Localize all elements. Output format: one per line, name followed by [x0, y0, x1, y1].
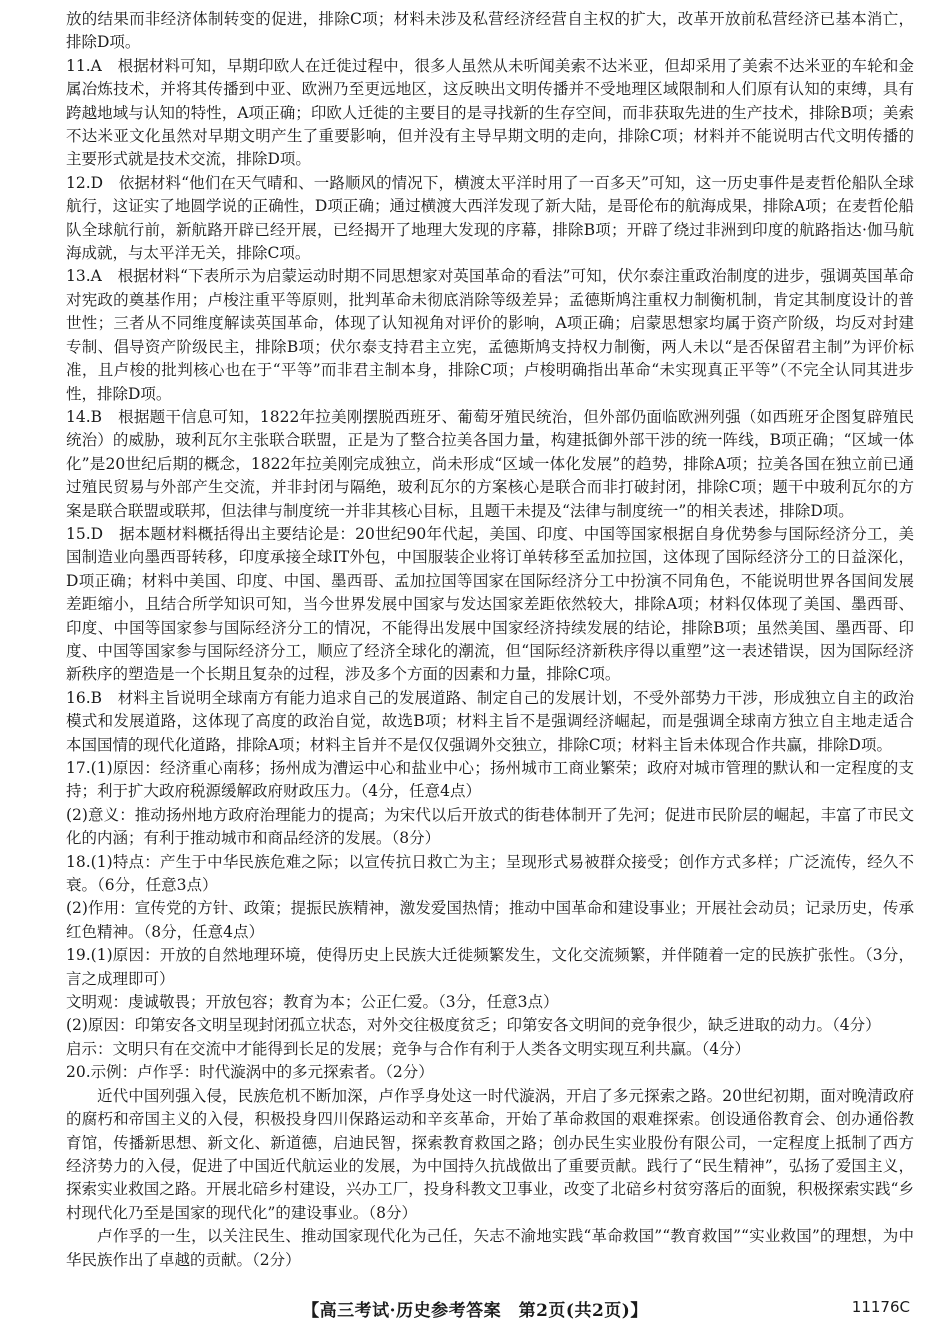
answer-item-17	[66, 757, 914, 851]
item-20-example-title: 示例：卢作孚：时代漩涡中的多元探索者。（2分）	[90, 1063, 434, 1082]
carryover-paragraph: 放的结果而非经济体制转变的促进，排除C项；材料未涉及私营经济经营自主权的扩大，改革开放前私营经济已基本消亡，排除D项。	[66, 10, 914, 52]
item-number: 11.A	[66, 56, 102, 75]
item-text: 依据材料“他们在天气晴和、一路顺风的情况下，横渡太平洋时用了一百多天”可知，这一历史事件是麦哲伦船队全球航行，这证实了地圆学说的正确性，D项正确；通过横渡大西洋发现了新大陆，是哥伦布的航海成果，排除A项；在麦哲伦船队全球航行前，新航路开辟已经开展，已经揭开了地理大发现的序幕，排除B项；开辟了绕过非洲到印度的航路指达·伽马航海成就，与太平洋无关，排除C项。	[66, 173, 914, 263]
item-number: 18.	[66, 852, 91, 871]
item-19-civilization-view: 文明观：虔诚敬畏；开放包容；教育为本；公正仁爱。（3分，任意3点）	[66, 993, 559, 1012]
item-number: 20.	[66, 1063, 91, 1082]
page-footer	[0, 1296, 950, 1324]
item-17-part-2: (2)意义：推动扬州地方政府治理能力的提高；为宋代以后开放式的街巷体制开了先河；促进市民阶层的崛起，丰富了市民文化的内涵；有利于推动城市和商品经济的发展。（8分）	[66, 805, 914, 848]
item-text: 材料主旨说明全球南方有能力追求自己的发展道路、制定自己的发展计划，不受外部势力干涉，形成独立自主的政治模式和发展道路，这体现了高度的政治自觉，故选B项；材料主旨不是强调经济崛起，而是强调全球南方独立自主地走适合本国国情的现代化道路，排除A项；材料主旨并不是仅仅强调外交独立，排除C项；材料主旨未体现合作共赢，排除D项。	[66, 688, 914, 754]
item-number: 12.D	[66, 173, 104, 192]
item-text: 据本题材料概括得出主要结论是：20世纪90年代起，美国、印度、中国等国家根据自身优势参与国际经济分工，美国制造业向墨西哥转移，印度承接全球IT外包，中国服装企业将订单转移至孟加拉国，这体现了国际经济分工的日益深化，D项正确；材料中美国、印度、中国、墨西哥、孟加拉国等国家在国际经济分工中扮演不同角色，不能说明世界各国间发展差距缩小，且结合所学知识可知，当今世界发展中国家与发达国家差距依然较大，排除A项；材料仅体现了美国、墨西哥、印度、中国等国家参与国际经济分工的情况，不能得出发展中国家经济持续发展的结论，排除B项；虽然美国、墨西哥、印度、中国等国家参与国际经济分工，顺应了经济全球化的潮流，但“国际经济新秩序得以重塑”这一表述错误，因为国际经济新秩序的塑造是一个长期且复杂的过程，涉及多个方面的因素和力量，排除C项。	[66, 524, 914, 684]
item-19-part-2: (2)原因：印第安各文明呈现封闭孤立状态，对外交往极度贫乏；印第安各文明间的竞争很少，缺乏进取的动力。（4分）	[66, 1016, 881, 1035]
item-20-body: 近代中国列强入侵，民族危机不断加深，卢作孚身处这一时代漩涡，开启了多元探索之路。20世纪初期，面对晚清政府的腐朽和帝国主义的入侵，积极投身四川保路运动和辛亥革命，开始了革命救国的艰难探索。创设通俗教育会、创办通俗教育馆，传播新思想、新文化、新道德，启迪民智，探索教育救国之路；创办民生实业股份有限公司，一定程度上抵制了西方经济势力的入侵，促进了中国近代航运业的发展，为中国持久抗战做出了重要贡献。践行了“民生精神”，弘扬了爱国主义，探索实业救国之路。开展北碚乡村建设，兴办工厂，投身科教文卫事业，改变了北碚乡村贫穷落后的面貌，积极探索实践“乡村现代化乃至是国家的现代化”的建设事业。（8分）	[66, 1086, 914, 1222]
answer-item-15	[66, 523, 914, 687]
item-17-part-1: (1)原因：经济重心南移；扬州成为漕运中心和盐业中心；扬州城市工商业繁荣；政府对城市管理的默认和一定程度的支持；利于扩大政府税源缓解政府财政压力。（4分，任意4点）	[66, 759, 914, 801]
answer-item-11	[66, 55, 914, 172]
item-18-part-2: (2)作用：宣传党的方针、政策；提振民族精神，激发爱国热情；推动中国革命和建设事业；开展社会动员；记录历史，传承红色精神。（8分，任意4点）	[66, 899, 914, 941]
answer-item-19	[66, 944, 914, 1061]
answer-item-12	[66, 172, 914, 266]
item-number: 14.B	[66, 407, 103, 426]
answer-item-14	[66, 406, 914, 523]
answer-content	[66, 8, 914, 1272]
item-text: 根据题干信息可知，1822年拉美刚摆脱西班牙、葡萄牙殖民统治，但外部仍面临欧洲列强（如西班牙企图复辟殖民统治）的威胁，玻利瓦尔主张联合联盟，正是为了整合拉美各国力量，构建抵御外部干涉的统一阵线，B项正确；“区域一体化”是20世纪后期的概念，1822年拉美刚完成独立，尚未形成“区域一体化发展”的趋势，排除A项；拉美各国在独立前已通过殖民贸易与外部产生交流，并非封闭与隔绝，玻利瓦尔的方案核心是联合而非打破封闭，排除C项；题干中玻利瓦尔的方案是联合联盟或联邦，但法律与制度统一并非其核心目标，且题干未提及“法律与制度统一”的相关表述，排除D项。	[66, 407, 914, 520]
item-20-conclusion: 卢作孚的一生，以关注民生、推动国家现代化为己任，矢志不渝地实践“革命救国”“教育救国”“实业救国”的理想，为中华民族作出了卓越的贡献。（2分）	[66, 1227, 914, 1269]
item-18-part-1: (1)特点：产生于中华民族危难之际；以宣传抗日救亡为主；呈现形式易被群众接受；创作方式多样；广泛流传，经久不衰。（6分，任意3点）	[66, 852, 914, 895]
item-19-insight: 启示：文明只有在交流中才能得到长足的发展；竞争与合作有利于人类各文明实现互利共赢。（4分）	[66, 1039, 751, 1058]
answer-item-18	[66, 851, 914, 945]
footer-title: 【高三考试·历史参考答案 第2页(共2页)】	[302, 1301, 648, 1321]
answer-item-13	[66, 265, 914, 405]
item-19-part-1: (1)原因：开放的自然地理环境，使得历史上民族大迁徙频繁发生，文化交流频繁，并伴随着一定的民族扩张性。（3分，言之成理即可）	[66, 946, 914, 988]
item-text: 根据材料“下表所示为启蒙运动时期不同思想家对英国革命的看法”可知，伏尔泰注重政治制度的进步，强调英国革命对宪政的奠基作用；卢梭注重平等原则，批判革命未彻底消除等级差异；孟德斯鸠注重权力制衡机制，肯定其制度设计的普世性；三者从不同维度解读英国革命，体现了认知视角对评价的影响，A项正确；启蒙思想家均属于资产阶级，均反对封建专制、倡导资产阶级民主，排除B项；伏尔泰支持君主立宪，孟德斯鸠支持权力制衡，两人未以“是否保留君主制”为评价标准，且卢梭的批判核心也在于“平等”而非君主制本身，排除C项；卢梭明确指出革命“未实现真正平等”（不完全认同其进步性，排除D项。	[66, 267, 914, 403]
item-number: 16.B	[66, 688, 103, 707]
item-number: 19.	[66, 946, 91, 965]
item-number: 15.D	[66, 524, 104, 543]
answer-item-16	[66, 687, 914, 757]
item-number: 17.	[66, 759, 91, 777]
footer-code: 11176C	[851, 1298, 910, 1316]
item-text: 根据材料可知，早期印欧人在迁徙过程中，很多人虽然从未听闻美索不达米亚，但却采用了美索不达米亚的车轮和金属冶炼技术，并将其传播到中亚、欧洲乃至更远地区，这反映出文明传播并不受地理区域限制和人们原有认知的束缚，具有跨越地域与认知的特性，A项正确；印欧人迁徙的主要目的是寻找新的生存空间，而非获取先进的生产技术，排除B项；美索不达米亚文化虽然对早期文明产生了重要影响，但并没有主导早期文明的走向，排除C项；材料并不能说明古代文明传播的主要形式就是技术交流，排除D项。	[66, 56, 914, 169]
answer-item-20	[66, 1061, 914, 1272]
item-number: 13.A	[66, 267, 102, 286]
